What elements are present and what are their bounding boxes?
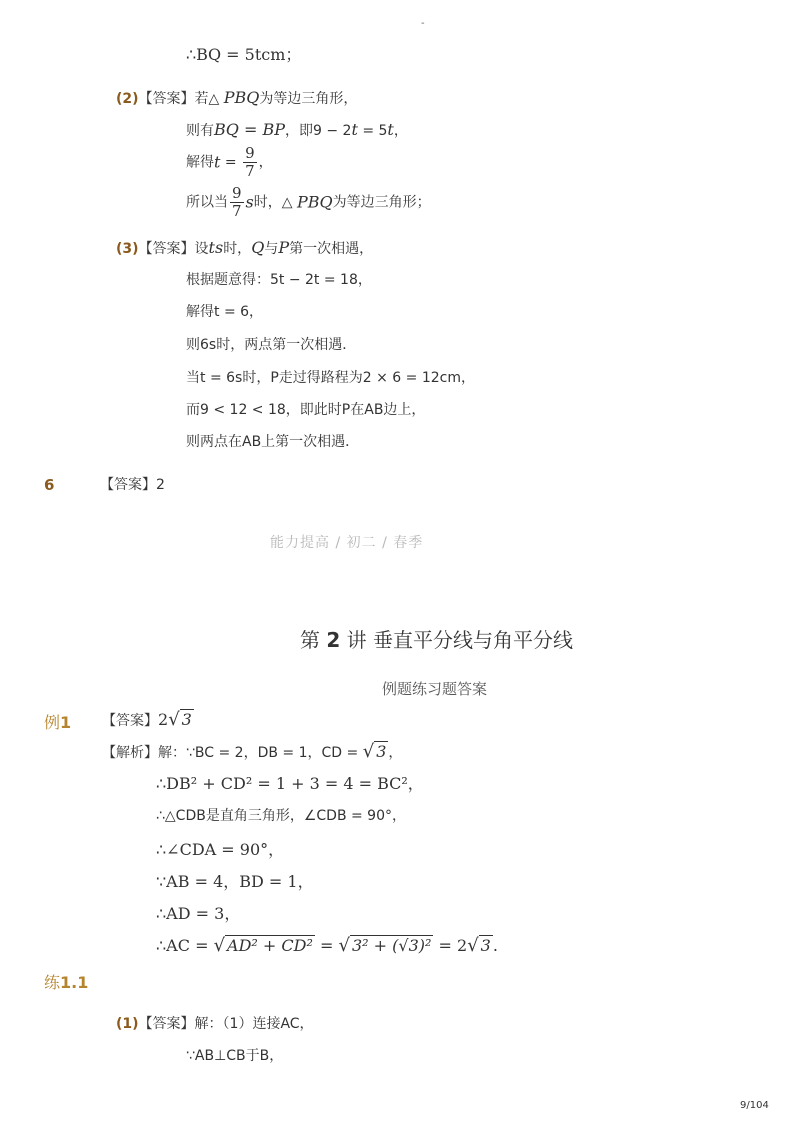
answer-tag: 【答案】 [138,1016,195,1032]
numerator: 9 [245,144,255,162]
analysis-line4 [156,840,284,861]
math: t [387,120,394,139]
radicand: 3² + (√3)² [351,936,432,955]
answer-2-line4 [186,185,431,225]
answer-3-number: (3) [116,241,139,257]
example-number: 1 [60,713,72,732]
math: Q [251,238,265,257]
answer-2-line3 [186,145,273,185]
answer-3-line7: 则两点在AB上第一次相遇． [186,434,360,450]
math: ∴DB² + CD² = 1 + 3 = 4 = BC²， [156,774,424,793]
radicand: AD² + CD² [227,936,313,955]
text: 所以当 [186,194,228,211]
answer-2-number: (2) [116,91,139,107]
example-label: 例 [44,713,61,732]
math: = [314,936,339,955]
text: 与 [264,241,279,257]
text: 则有 [186,123,214,139]
text: ，即9 − 2 [284,123,352,139]
math: = 2 [433,936,468,955]
math: ∵AB = 4，BD = 1， [156,872,314,891]
answer-tag: 【答案】 [138,91,195,107]
denominator: 7 [232,202,242,220]
top-mark: - [421,18,425,29]
answer-3-line2: 根据题意得：5t − 2t = 18， [186,272,372,288]
text: 为等边三角形； [332,194,431,211]
answer-3-line6: 而9 < 12 < 18，即此时P在AB边上， [186,402,426,418]
line-bq [186,45,301,66]
text: 为等边三角形， [259,91,358,107]
analysis-line6 [156,904,240,925]
math: PBQ [296,192,333,212]
chapter-title [300,624,573,653]
category-footer: 能力提高 / 初二 / 春季 [270,535,424,551]
analysis-line3: ∴△CDB是直角三角形，∠CDB = 90°， [156,808,406,824]
radicand: 3 [376,742,387,761]
answer-tag: 【答案】 [100,477,156,493]
math: BQ = BP [214,120,285,139]
chapter-suffix: 讲 垂直平分线与角平分线 [346,628,573,652]
text: 解：∵BC = 2，DB = 1，CD = [158,745,363,761]
answer-number: (1) [116,1016,139,1032]
practice-label [44,970,88,993]
practice-number: 1.1 [60,973,89,992]
sqrt-icon: √ [362,741,375,762]
text: ， [393,123,408,139]
answer-2-line2 [186,120,408,141]
text: 时， [223,241,252,257]
answer-3-line4: 则6s时，两点第一次相遇． [186,337,357,353]
text: 解：（1）连接AC， [194,1016,314,1032]
analysis-line5 [156,872,314,893]
text: 若△ [194,91,224,107]
math: ∴AC = [156,936,214,955]
page-number: 9/104 [740,1100,769,1111]
chapter-prefix: 第 [300,628,320,652]
sqrt-icon: √ [338,935,350,956]
question-number: 6 [44,476,55,494]
analysis-tag: 【解析】 [102,745,158,761]
text: = [220,154,242,171]
math-pbq: PBQ [223,88,260,107]
math: P [278,238,290,257]
text: ， [258,154,273,171]
text: 时，△ [253,194,297,211]
text: 解得 [186,154,214,171]
math: t [214,152,221,172]
text: = 5 [357,123,388,139]
analysis-line2 [156,774,424,795]
answer-3-line5: 当t = 6s时，P走过得路程为2 × 6 = 12cm， [186,370,475,386]
text: 设 [194,241,209,257]
math: ts [208,238,224,257]
math: ∴∠CDA = 90°， [156,840,285,859]
numerator: 9 [232,184,242,202]
denominator: 7 [245,162,255,180]
analysis-line1 [102,742,402,763]
answer-3-line1 [116,238,373,259]
analysis-line7 [156,936,498,966]
radicand: 3 [181,710,192,729]
answer-2-line1 [116,88,357,109]
practice-answer-line2: ∵AB⊥CB于B， [186,1048,284,1064]
example-1-label [44,710,71,733]
answer-3-line3: 解得t = 6， [186,304,264,320]
sqrt-icon: √ [467,935,479,956]
practice-label-text: 练 [44,973,61,992]
math: ∴AD = 3， [156,904,241,923]
example-1-answer [102,710,194,731]
answer-value: 2 [156,477,165,493]
fraction-9-7 [243,145,257,180]
question-6-answer [100,475,165,495]
text: ， [388,745,403,761]
answer-tag: 【答案】 [102,713,158,729]
question-6-number [44,475,54,494]
radicand: 3 [480,936,491,955]
fraction-9-7 [230,185,244,220]
math: . [492,936,498,955]
sqrt-icon: √ [213,935,226,956]
math: s [245,192,254,212]
chapter-number: 2 [326,628,341,652]
math: 2 [158,710,169,729]
math: t [351,120,358,139]
bq-text: ∴BQ = 5tcm； [186,45,302,64]
practice-answer-line1 [116,1014,314,1034]
text: 第一次相遇， [289,241,374,257]
answer-tag: 【答案】 [138,241,195,257]
section-title: 例题练习题答案 [382,680,488,698]
sqrt-icon: √ [168,709,180,730]
